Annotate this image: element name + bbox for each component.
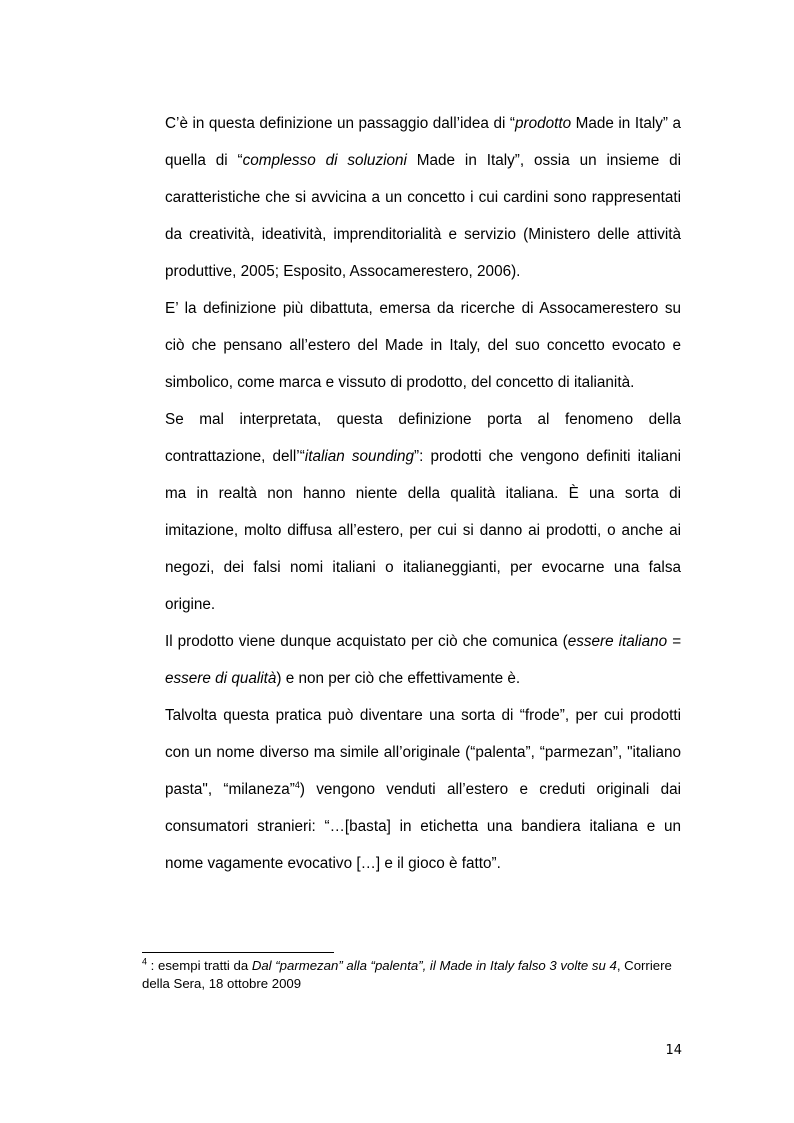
text-span: Il prodotto viene dunque acquistato per ciò che comunica ( — [165, 633, 568, 650]
footnote-separator — [142, 952, 334, 953]
text-span: ”: prodotti che vengono definiti italiani ma in realtà non hanno niente della qualità italiana. È una sorta di imitazione, molto diffusa all’estero, per cui si danno ai prodotti, o anche ai negozi, dei falsi nomi italiani o italianeggianti, per evocarne una falsa origine. — [165, 448, 681, 613]
italic-text: italian sounding — [304, 448, 414, 465]
text-span: Se mal interpretata, questa definizione porta al fenomeno della contrattazione, dell’“ — [165, 411, 681, 465]
text-span: : esempi tratti da — [147, 958, 252, 973]
footnote-reference: 4 — [294, 779, 300, 790]
footnote — [142, 957, 687, 993]
page-number: 14 — [665, 1043, 682, 1058]
text-span: ) vengono venduti all’estero e creduti originali dai consumatori stranieri: “…[basta] in etichetta una bandiera italiana e un nome vagamente evocativo […] e il gioco è fatto”. — [165, 781, 681, 872]
text-span: C’è in questa definizione un passaggio dall’idea di “ — [165, 115, 515, 132]
text-span: Made in Italy”, ossia un insieme di caratteristiche che si avvicina a un concetto i cui cardini sono rappresentati da creatività, ideatività, imprenditorialità e servizio (Ministero delle attività produttive, 2005; Esposito, Assocamerestero, 2006). — [165, 152, 681, 280]
italic-text: complesso di soluzioni — [242, 152, 407, 169]
body-text — [165, 105, 681, 882]
text-span: ) e non per ciò che effettivamente è. — [276, 670, 521, 687]
paragraph-3 — [165, 401, 681, 623]
text-span: Talvolta questa pratica può diventare una sorta di “frode”, per cui prodotti con un nome diverso ma simile all’originale (“palenta”, “parmezan”, "italiano pasta", “milaneza” — [165, 707, 681, 798]
paragraph-2: E’ la definizione più dibattuta, emersa da ricerche di Assocamerestero su ciò che pensano all’estero del Made in Italy, del suo concetto evocato e simbolico, come marca e vissuto di prodotto, del concetto di italianità. — [165, 300, 681, 391]
italic-text: prodotto — [514, 115, 572, 132]
text-span: Made in Italy” a quella di “ — [165, 115, 682, 169]
paragraph-1 — [165, 105, 681, 290]
italic-text: essere italiano = essere di qualità — [165, 633, 681, 687]
paragraph-5 — [165, 697, 681, 882]
italic-text: Dal “parmezan” alla “palenta”, il Made in Italy falso 3 volte su 4 — [251, 958, 617, 973]
text-span: , Corriere della Sera, 18 ottobre 2009 — [142, 958, 672, 991]
paragraph-4 — [165, 623, 681, 697]
footnote-marker: 4 — [142, 956, 148, 967]
